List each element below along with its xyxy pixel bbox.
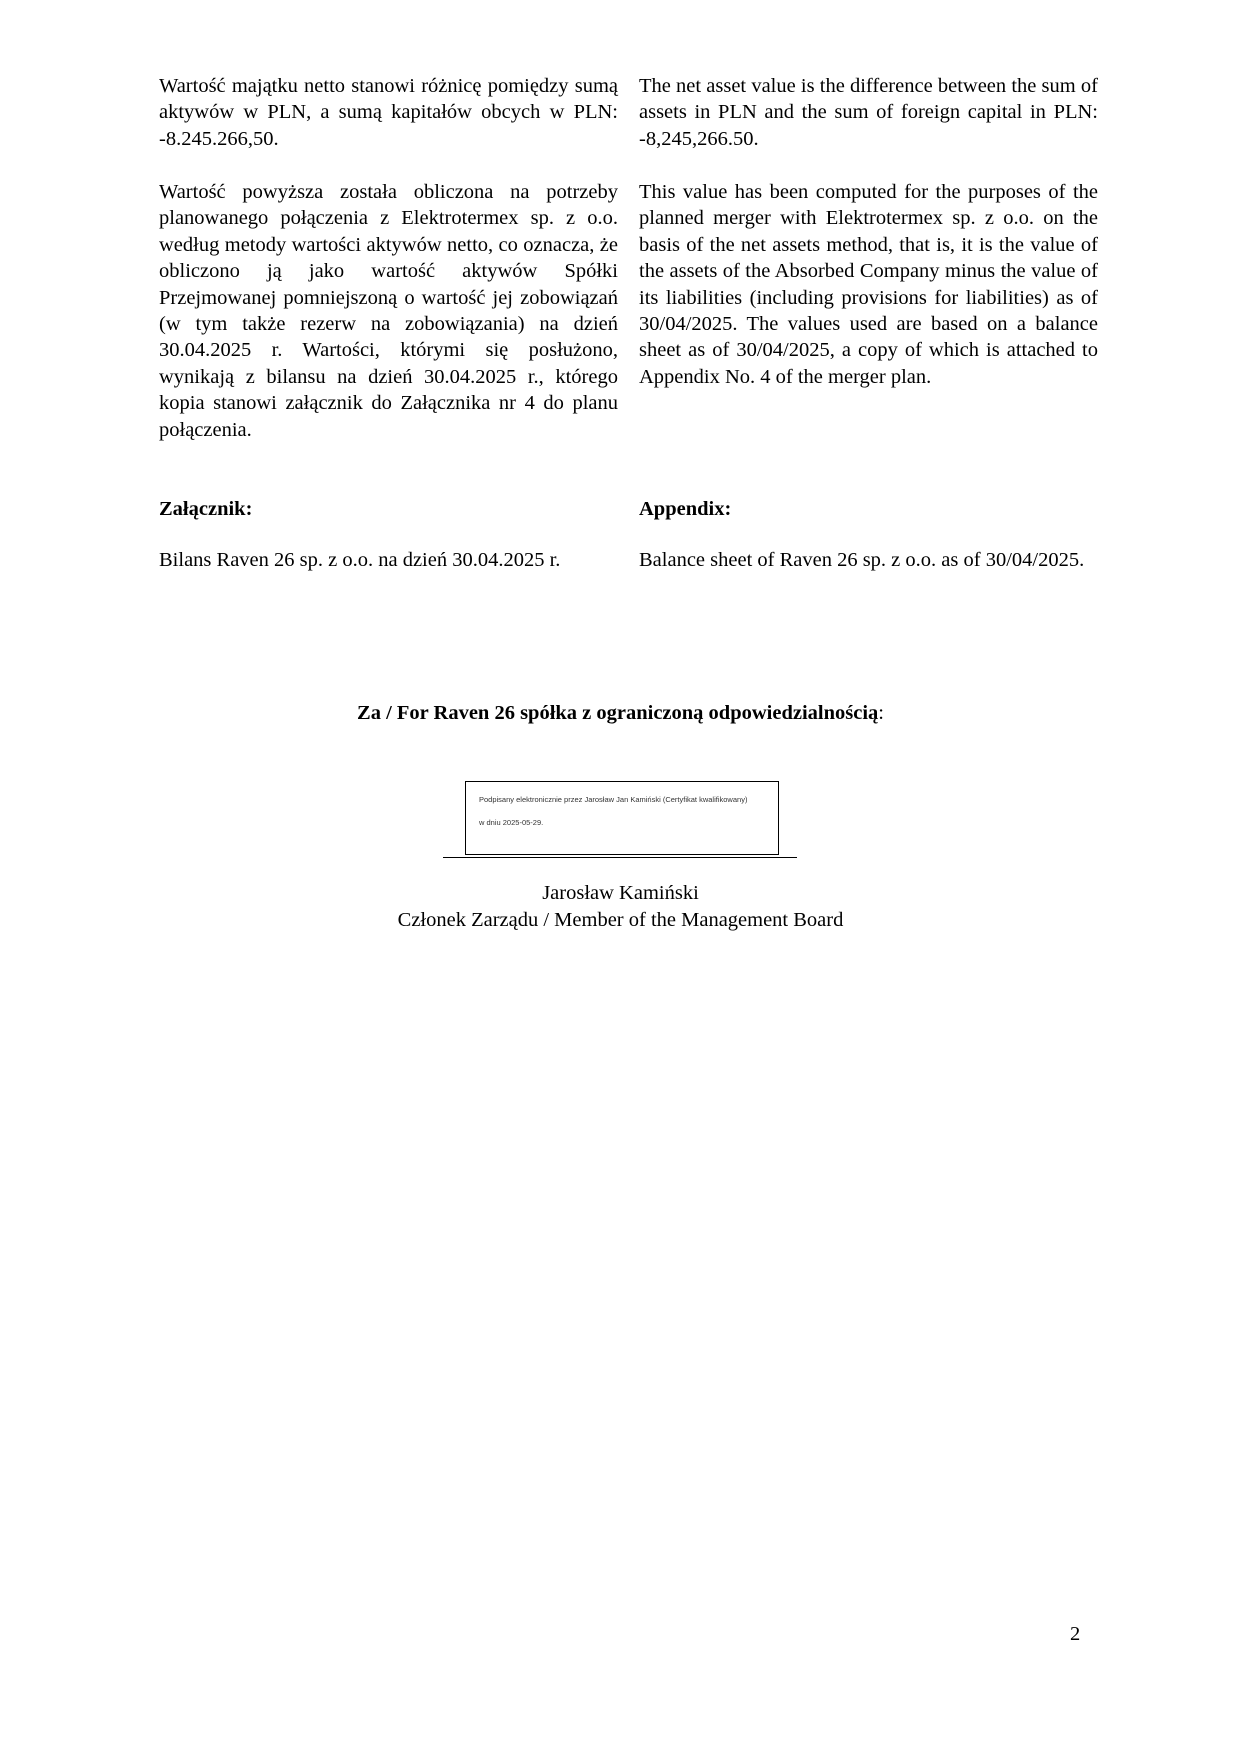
- signature-line: [443, 857, 797, 858]
- english-column-2: [639, 179, 1098, 390]
- electronic-signature-stamp: [465, 781, 779, 855]
- english-computation-paragraph: This value has been computed for the purposes of the planned merger with Elektrotermex sp. z o.o. on the basis of the net assets method, that is, it is the value of the assets of the Absorbed Company minus the value of its liabilities (including provisions for liabilities) as of 30/04/2025. The values used are based on a balance sheet as of 30/04/2025, a copy of which is attached to Appendix No. 4 of the merger plan.: [639, 181, 1098, 388]
- for-company-label: Za / For Raven 26 spółka z ograniczoną odpowiedzialnością: [357, 702, 879, 724]
- attachment-heading-pl: Załącznik:: [159, 498, 253, 520]
- english-net-asset-paragraph: The net asset value is the difference between the sum of assets in PLN and the sum of foreign capital in PLN: -8,245,266.50.: [639, 75, 1098, 150]
- signer-name: Jarosław Kamiński: [542, 882, 699, 904]
- polish-computation-paragraph: Wartość powyższa została obliczona na potrzeby planowanego połączenia z Elektrotermex sp. z o.o. według metody wartości aktywów netto, co oznacza, że obliczono ją jako wartość aktywów Spółki Przejmowanej pomniejszoną o wartość jej zobowiązań (w tym także rezerw na zobowiązania) na dzień 30.04.2025 r. Wartości, którymi się posłużono, wynikają z bilansu na dzień 30.04.2025 r., którego kopia stanowi załącznik do Załącznika nr 4 do planu połączenia.: [159, 181, 618, 441]
- english-column: [639, 73, 1098, 152]
- attachment-heading-en: Appendix:: [639, 498, 732, 520]
- for-company-line: [0, 700, 1241, 726]
- for-company-colon: :: [878, 702, 884, 724]
- stamp-date: w dniu 2025-05-29.: [479, 818, 544, 827]
- polish-column-2: [159, 179, 618, 443]
- attachment-text-en: Balance sheet of Raven 26 sp. z o.o. as of 30/04/2025.: [639, 549, 1085, 571]
- attachment-text-pl: Bilans Raven 26 sp. z o.o. na dzień 30.04.2025 r.: [159, 549, 561, 571]
- polish-column: [159, 73, 618, 152]
- page-number: 2: [1070, 1623, 1081, 1645]
- stamp-signed-by: Podpisany elektronicznie przez Jarosław Jan Kamiński (Certyfikat kwalifikowany): [479, 795, 748, 804]
- polish-net-asset-paragraph: Wartość majątku netto stanowi różnicę pomiędzy sumą aktywów w PLN, a sumą kapitałów obcych w PLN: -8.245.266,50.: [159, 75, 618, 150]
- signer-title: Członek Zarządu / Member of the Management Board: [397, 909, 844, 931]
